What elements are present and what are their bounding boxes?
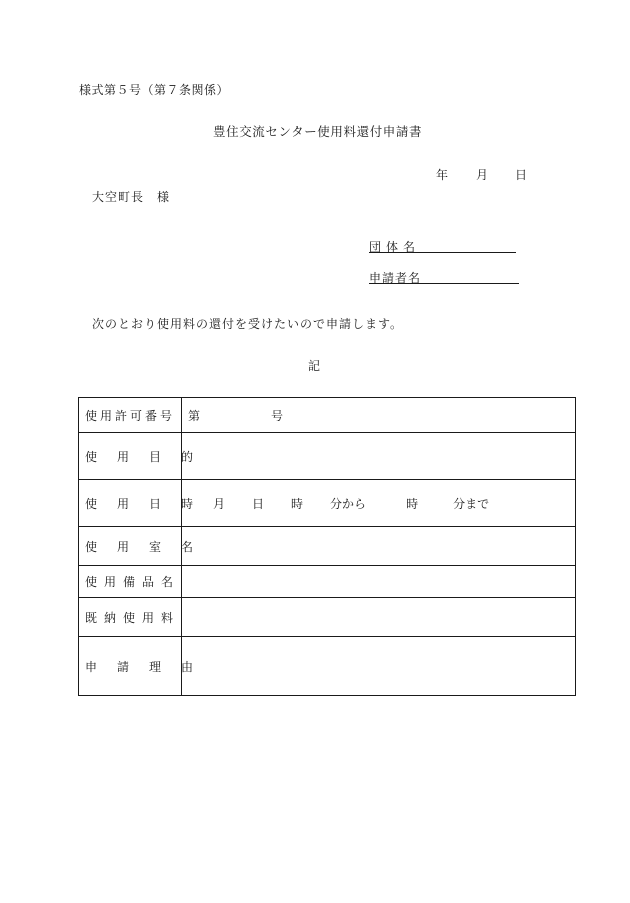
table-row [79, 480, 576, 527]
table-row [79, 398, 576, 433]
addressee [92, 191, 170, 203]
row-label-reason: 申請理由 [79, 637, 182, 696]
request-statement: 次のとおり使用料の還付を受けたいので申請します。 [92, 317, 404, 331]
reason-field[interactable] [182, 637, 576, 696]
datetime-until: 分まで [453, 496, 490, 511]
room-field[interactable] [182, 527, 576, 566]
document-title: 豊住交流センター使用料還付申請書 [213, 124, 423, 139]
datetime-field[interactable] [182, 480, 576, 527]
group-name-field[interactable] [369, 236, 516, 253]
datetime-day: 日 [252, 496, 265, 511]
group-name-label: 団体名 [369, 240, 421, 254]
row-label-permit-number: 使用許可番号 [79, 398, 182, 433]
applicant-name-field[interactable] [369, 267, 519, 284]
form-number: 様式第５号（第７条関係） [79, 83, 230, 97]
date-month-label: 月 [476, 168, 489, 182]
datetime-month: 月 [213, 496, 226, 511]
table-row [79, 433, 576, 480]
applicant-name-label: 申請者名 [369, 271, 422, 285]
table-row [79, 527, 576, 566]
row-label-purpose: 使用目的 [79, 433, 182, 480]
row-label-room: 使用室名 [79, 527, 182, 566]
addressee-honorific: 様 [157, 190, 171, 204]
table-row [79, 566, 576, 598]
row-label-paid-fee: 既納使用料 [79, 598, 182, 637]
equipment-field[interactable] [182, 566, 576, 598]
datetime-hour: 時 [291, 496, 304, 511]
date-year-label: 年 [436, 168, 449, 182]
paid-fee-field[interactable] [182, 598, 576, 637]
row-label-datetime: 使用日時 [79, 480, 182, 527]
permit-number-suffix: 号 [271, 408, 284, 423]
datetime-from: 分から [330, 496, 367, 511]
permit-number-field[interactable] [182, 398, 576, 433]
ki-heading: 記 [308, 359, 321, 373]
row-label-equipment: 使用備品名 [79, 566, 182, 598]
datetime-hour-end: 時 [406, 496, 419, 511]
table-row [79, 598, 576, 637]
date-day-label: 日 [515, 168, 528, 182]
purpose-field[interactable] [182, 433, 576, 480]
table-row [79, 637, 576, 696]
addressee-name: 大空町長 [92, 190, 145, 204]
detail-table [78, 397, 576, 696]
permit-number-prefix: 第 [188, 408, 201, 423]
